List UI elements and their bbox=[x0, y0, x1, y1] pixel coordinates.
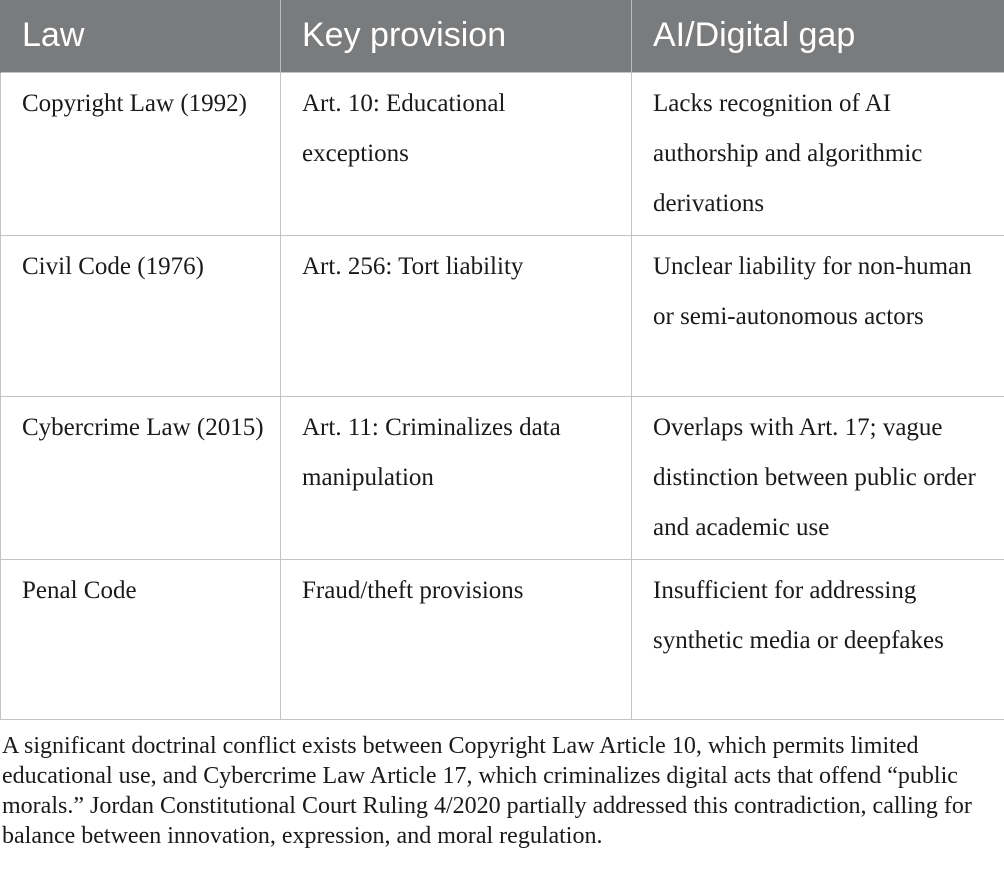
header-ai-digital-gap: AI/Digital gap bbox=[632, 0, 1004, 72]
table-row bbox=[1, 396, 1004, 559]
table-row bbox=[1, 72, 1004, 235]
table-footnote: A significant doctrinal conflict exists between Copyright Law Article 10, which permits limited educational use, and Cybercrime Law Article 17, which criminalizes digital acts that offend “public morals.” Jordan Constitutional Court Ruling 4/2020 partially addressed this contradiction, calling for balance between innovation, expression, and moral regulation. bbox=[2, 733, 972, 849]
table-row bbox=[1, 559, 1004, 719]
table-header bbox=[1, 0, 1004, 72]
cell-provision: Art. 11: Criminalizes data manipulation bbox=[281, 396, 632, 559]
cell-provision: Art. 10: Educational exceptions bbox=[281, 72, 632, 235]
cell-gap: Unclear liability for non-human or semi-autonomous actors bbox=[632, 235, 1004, 396]
header-key-provision: Key provision bbox=[281, 0, 632, 72]
cell-provision: Fraud/theft provisions bbox=[281, 559, 632, 719]
cell-law: Cybercrime Law (2015) bbox=[1, 396, 281, 559]
cell-provision: Art. 256: Tort liability bbox=[281, 235, 632, 396]
cell-law: Penal Code bbox=[1, 559, 281, 719]
header-row bbox=[1, 0, 1004, 72]
header-law: Law bbox=[1, 0, 281, 72]
cell-gap: Lacks recognition of AI authorship and algorithmic derivations bbox=[632, 72, 1004, 235]
cell-gap: Overlaps with Art. 17; vague distinction between public order and academic use bbox=[632, 396, 1004, 559]
table-body bbox=[1, 72, 1004, 719]
cell-law: Copyright Law (1992) bbox=[1, 72, 281, 235]
table-row bbox=[1, 235, 1004, 396]
cell-law: Civil Code (1976) bbox=[1, 235, 281, 396]
cell-gap: Insufficient for addressing synthetic media or deepfakes bbox=[632, 559, 1004, 719]
